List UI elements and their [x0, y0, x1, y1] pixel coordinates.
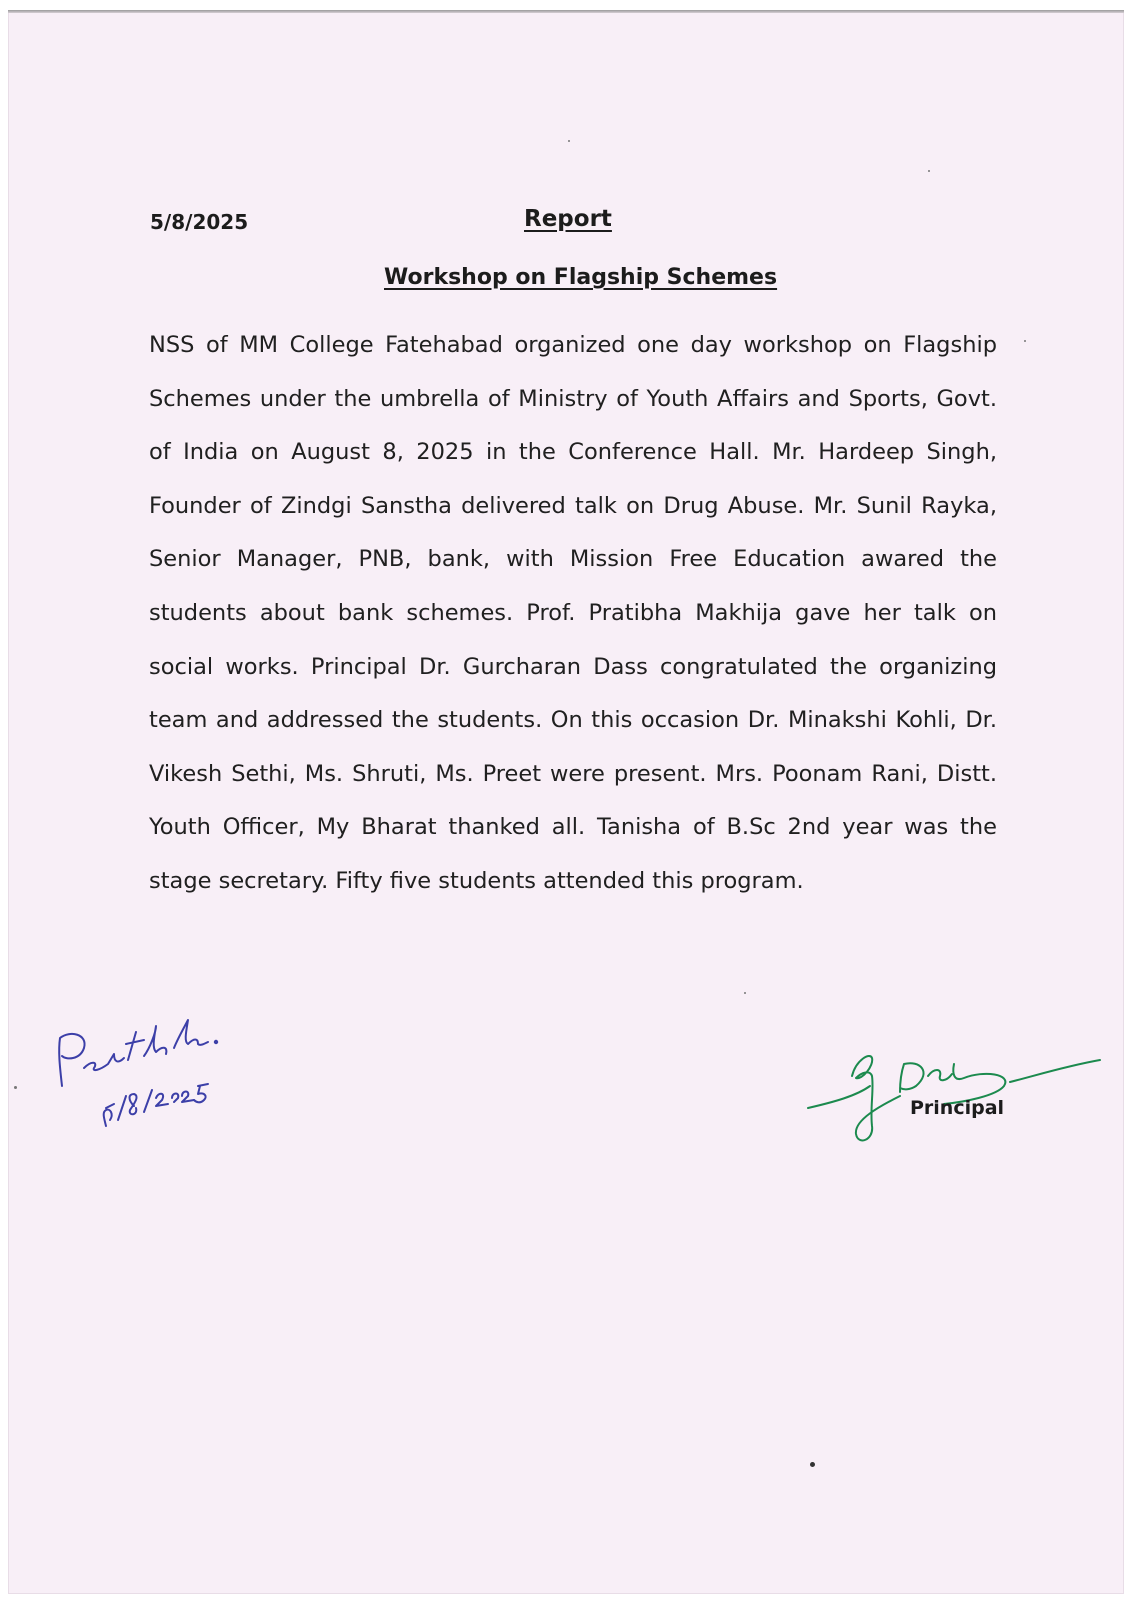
scan-speck [928, 170, 930, 172]
principal-signature [804, 1046, 1104, 1146]
scan-speck [744, 992, 746, 994]
scan-speck [568, 140, 570, 142]
scan-speck [14, 1086, 17, 1089]
report-body: NSS of MM College Fatehabad organized one day workshop on Flagship Schemes under the umbrella of Ministry of Youth Affairs and Sports, Govt. of India on August 8, 2025 in the Conference Hall. Mr. Hardeep Singh, Founder of Zindgi Sanstha delivered talk on Drug Abuse. Mr. Sunil Rayka, Senior Manager, PNB, bank, with Mission Free Education awared the students about bank schemes. Prof. Pratibha Makhija gave her talk on social works. Principal Dr. Gurcharan Dass congratulated the organizing team and addressed the students. On this occasion Dr. Minakshi Kohli, Dr. Vikesh Sethi, Ms. Shruti, Ms. Preet were present. Mrs. Poonam Rani, Distt. Youth Officer, My Bharat thanked all. Tanisha of B.Sc 2nd year was the stage secretary. Fifty five students attended this program. [149, 332, 997, 894]
workshop-title: Workshop on Flagship Schemes [384, 265, 778, 290]
report-title: Report [524, 206, 612, 232]
report-date: 5/8/2025 [150, 210, 249, 234]
signatory-label: Principal [910, 1097, 1005, 1119]
scan-edge [8, 10, 1124, 13]
scan-speck [810, 1462, 815, 1467]
handwritten-signature-left [48, 1008, 238, 1133]
document-page [8, 10, 1124, 1594]
scan-speck [1024, 340, 1026, 342]
